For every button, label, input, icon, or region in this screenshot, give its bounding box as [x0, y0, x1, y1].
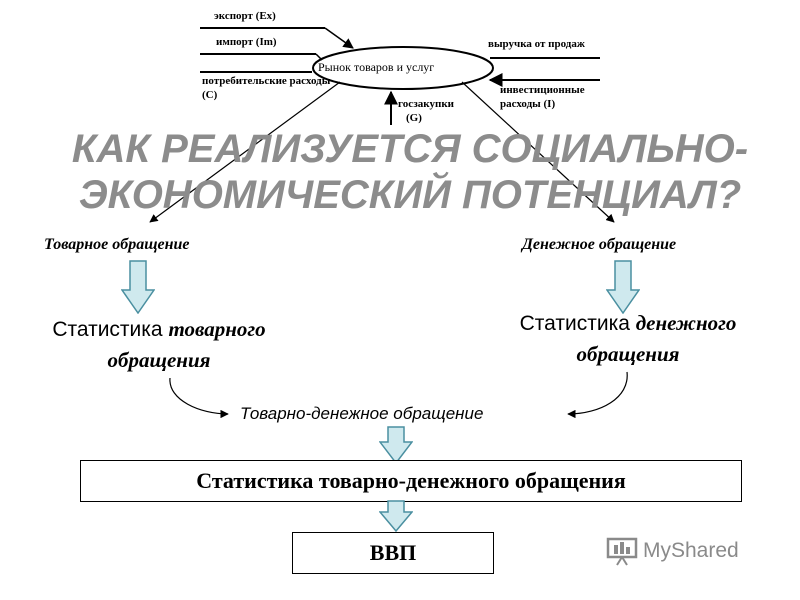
goods-stat-bold1: товарного: [168, 317, 266, 341]
goods-stat-plain: Статистика: [52, 318, 169, 341]
goods-stat-bold2: обращения: [107, 348, 211, 372]
market-label: Рынок товаров и услуг: [318, 60, 435, 74]
down-arrow-right: [606, 260, 640, 314]
gov-label-line1: госзакупки: [398, 98, 454, 110]
money-stat-bold2: обращения: [576, 342, 680, 366]
combined-flow-label: Товарно-денежное обращение: [240, 404, 484, 423]
consumer-label-line1: потребительские расходы: [202, 75, 331, 87]
heading-line2: ЭКОНОМИЧЕСКИЙ ПОТЕНЦИАЛ?: [78, 173, 742, 217]
down-arrow-center-2: [379, 500, 413, 532]
investment-label-line1: инвестиционные: [500, 84, 585, 96]
curve-right: [568, 372, 627, 414]
goods-stat-text: [24, 314, 294, 376]
money-stat-bold1: денежного: [635, 311, 737, 335]
consumer-label-line2: (С): [202, 89, 218, 101]
myshared-logo: [606, 536, 739, 566]
money-stat-text: [490, 308, 766, 370]
export-label: экспорт (Ex): [214, 10, 276, 22]
curve-left: [170, 378, 228, 414]
gov-label-line2: (G): [406, 112, 422, 124]
logo-text: MyShared: [643, 539, 739, 562]
revenue-label: выручка от продаж: [488, 38, 585, 50]
combined-stat-box: Статистика товарно-денежного обращения: [80, 460, 742, 502]
import-label: импорт (Im): [216, 36, 277, 48]
investment-label-line2: расходы (I): [500, 98, 556, 110]
down-arrow-center-1: [379, 426, 413, 464]
money-flow-label: Денежное обращение: [522, 236, 677, 253]
goods-flow-label: Товарное обращение: [44, 236, 190, 253]
heading-line1: КАК РЕАЛИЗУЕТСЯ СОЦИАЛЬНО-: [71, 127, 749, 171]
down-arrow-left: [121, 260, 155, 314]
gdp-box: ВВП: [292, 532, 494, 574]
presentation-board-icon: [606, 536, 638, 566]
money-stat-plain: Статистика: [519, 312, 636, 335]
